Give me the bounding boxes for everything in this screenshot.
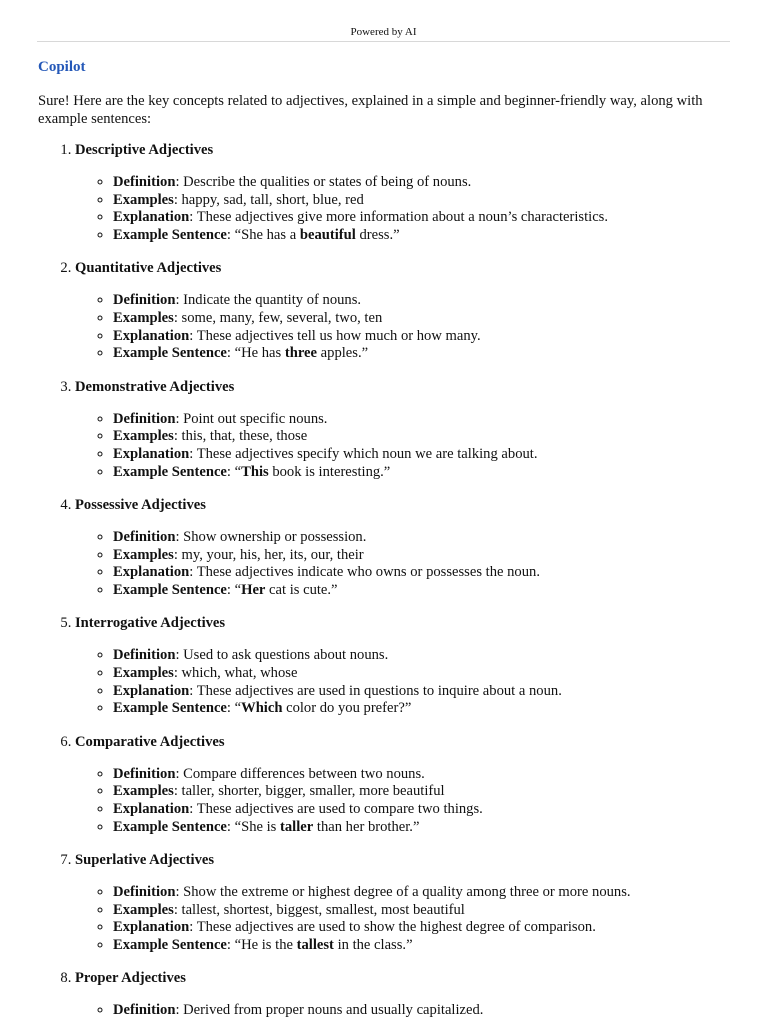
section-details [75, 1002, 755, 1020]
examples-item: ◦ Examples: tallest, shortest, biggest, smallest, most beautiful [113, 902, 755, 920]
examples-item: ◦ Examples: some, many, few, several, two, ten [113, 310, 755, 328]
examples-item: ◦ Examples: which, what, whose [113, 665, 755, 683]
example-sentence-item: ◦ Example Sentence: “This book is interesting.” [113, 464, 755, 482]
explanation-item: ◦ Explanation: These adjectives specify which noun we are talking about. [113, 446, 755, 464]
section-title: Interrogative Adjectives [75, 615, 226, 632]
example-sentence-item: ◦ Example Sentence: “He is the tallest in the class.” [113, 937, 755, 955]
definition-item: ◦ Definition: Derived from proper nouns and usually capitalized. [113, 1002, 755, 1020]
example-sentence-item: ◦ Example Sentence: “Her cat is cute.” [113, 582, 755, 600]
examples-item: ◦ Examples: my, your, his, her, its, our, their [113, 547, 755, 565]
explanation-item: ◦ Explanation: These adjectives are used in questions to inquire about a noun. [113, 683, 755, 701]
adjective-types-list [0, 141, 755, 1034]
powered-by-header: Powered by AI [37, 26, 730, 42]
section-demonstrative [75, 378, 755, 482]
example-sentence-item: ◦ Example Sentence: “She is taller than her brother.” [113, 819, 755, 837]
explanation-item: ◦ Explanation: These adjectives tell us how much or how many. [113, 328, 755, 346]
definition-item: ◦ Definition: Show the extreme or highest degree of a quality among three or more nouns. [113, 884, 755, 902]
section-details [75, 647, 755, 718]
section-title: Proper Adjectives [75, 970, 186, 987]
definition-item: ◦ Definition: Compare differences between two nouns. [113, 766, 755, 784]
section-details [75, 766, 755, 837]
section-title: Demonstrative Adjectives [75, 378, 235, 395]
section-proper [75, 969, 755, 1020]
section-possessive [75, 496, 755, 600]
example-sentence-item: ◦ Example Sentence: “She has a beautiful dress.” [113, 227, 755, 245]
assistant-name: Copilot [38, 59, 86, 75]
section-superlative [75, 851, 755, 955]
examples-item: ◦ Examples: happy, sad, tall, short, blue, red [113, 192, 755, 210]
definition-item: ◦ Definition: Show ownership or possession. [113, 529, 755, 547]
section-title: Descriptive Adjectives [75, 142, 214, 158]
section-details [75, 411, 755, 482]
example-sentence-item: ◦ Example Sentence: “Which color do you prefer?” [113, 700, 755, 718]
definition-item: ◦ Definition: Used to ask questions about nouns. [113, 647, 755, 665]
examples-item: ◦ Examples: taller, shorter, bigger, smaller, more beautiful [113, 783, 755, 801]
explanation-item: ◦ Explanation: These adjectives are used to show the highest degree of comparison. [113, 919, 755, 937]
section-title: Quantitative Adjectives [75, 260, 222, 277]
section-title: Comparative Adjectives [75, 733, 225, 750]
section-comparative [75, 733, 755, 837]
explanation-item: ◦ Explanation: These adjectives give more information about a noun’s characteristics. [113, 209, 755, 227]
examples-item: ◦ Examples: this, that, these, those [113, 428, 755, 446]
section-descriptive [75, 141, 755, 245]
section-interrogative [75, 614, 755, 718]
definition-item: ◦ Definition: Point out specific nouns. [113, 411, 755, 429]
explanation-item: ◦ Explanation: These adjectives indicate who owns or possesses the noun. [113, 564, 755, 582]
intro-paragraph: Sure! Here are the key concepts related to adjectives, explained in a simple and beginner-friendly way, along with example sentences: [38, 93, 703, 127]
definition-item: ◦ Definition: Indicate the quantity of nouns. [113, 292, 755, 310]
definition-item: ◦ Definition: Describe the qualities or states of being of nouns. [113, 174, 755, 192]
example-sentence-item: ◦ Example Sentence: “He has three apples.” [113, 345, 755, 363]
section-details [75, 174, 755, 245]
section-quantitative [75, 259, 755, 363]
section-details [75, 529, 755, 600]
section-details [75, 292, 755, 363]
explanation-item: ◦ Explanation: These adjectives are used to compare two things. [113, 801, 755, 819]
section-title: Superlative Adjectives [75, 851, 215, 868]
section-details [75, 884, 755, 955]
section-title: Possessive Adjectives [75, 496, 206, 513]
